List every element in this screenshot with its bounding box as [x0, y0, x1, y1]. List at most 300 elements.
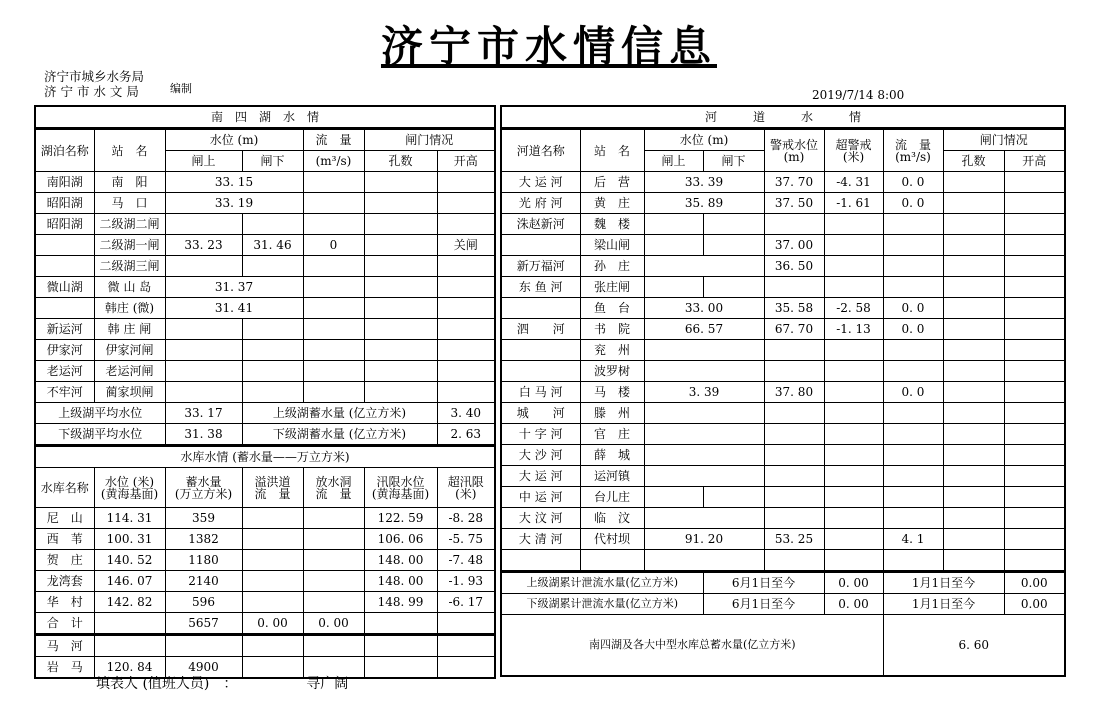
flow [883, 277, 943, 298]
flow: 0. 0 [883, 193, 943, 214]
lake-name: 昭阳湖 [35, 193, 94, 214]
issuer-1: 济宁市城乡水务局 [44, 69, 145, 84]
water-level: 33. 19 [165, 193, 303, 214]
river-name [501, 550, 580, 572]
table-row [501, 382, 1065, 403]
flow [303, 361, 364, 382]
col-lake: 湖泊名称 [35, 129, 94, 172]
res-col-wl-1: 水位 (米) [104, 474, 155, 489]
open [437, 214, 495, 235]
open [1004, 382, 1065, 403]
filler-name: 寻广阔 [306, 676, 349, 692]
wl-down [242, 256, 303, 277]
open [1004, 277, 1065, 298]
wl-down [242, 382, 303, 403]
total-storage-label: 南四湖及各大中型水库总蓄水量(亿立方米) [501, 615, 883, 676]
res-col-spill-2: 流 量 [254, 486, 291, 501]
over-warn: -1. 61 [824, 193, 883, 214]
col-gate: 闸门情况 [364, 129, 495, 151]
wl-up [165, 361, 242, 382]
flow [303, 298, 364, 319]
open [437, 277, 495, 298]
res-over [437, 635, 495, 657]
col-river: 河道名称 [501, 129, 580, 172]
reservoir-name: 岩 马 [35, 657, 94, 679]
res-spill [242, 635, 303, 657]
river-name [501, 340, 580, 361]
col-flow [883, 129, 943, 172]
table-row [501, 214, 1065, 235]
res-col-limit-2: (黄海基面) [371, 486, 430, 501]
station-name: 蔺家坝闸 [94, 382, 165, 403]
holes [943, 235, 1004, 256]
station-name: 后 营 [580, 172, 644, 193]
res-col-over-2: (米) [455, 486, 477, 501]
holes [943, 319, 1004, 340]
res-limit [364, 657, 437, 679]
open [1004, 466, 1065, 487]
river-name: 白 马 河 [501, 382, 580, 403]
open [1004, 550, 1065, 572]
report-date: 2019/7/14 8:00 [812, 88, 905, 102]
river-name: 新万福河 [501, 256, 580, 277]
river-name: 大 运 河 [501, 172, 580, 193]
warn-level: 37. 80 [764, 382, 824, 403]
res-out [303, 529, 364, 550]
res-wl [94, 613, 165, 635]
wl-down [703, 235, 764, 256]
wl-up [165, 382, 242, 403]
over-warn [824, 340, 883, 361]
lake-name: 微山湖 [35, 277, 94, 298]
cum-up-period1: 6月1日至今 [703, 572, 824, 594]
cum-up-label: 上级湖累计泄流水量(亿立方米) [501, 572, 703, 594]
holes [943, 172, 1004, 193]
col-down: 闸下 [242, 151, 303, 172]
lake-name [35, 235, 94, 256]
res-over: -6. 17 [437, 592, 495, 613]
station-name: 魏 楼 [580, 214, 644, 235]
open [1004, 529, 1065, 550]
station-name: 二级湖三闸 [94, 256, 165, 277]
over-warn [824, 487, 883, 508]
res-spill [242, 550, 303, 571]
flow: 0. 0 [883, 298, 943, 319]
flow [883, 403, 943, 424]
over-warn: -1. 13 [824, 319, 883, 340]
res-store: 4900 [165, 657, 242, 679]
holes [364, 235, 437, 256]
over-warn [824, 361, 883, 382]
col-flow-unit: (m³/s) [303, 151, 364, 172]
open [437, 256, 495, 277]
warn-level [764, 424, 824, 445]
col-up: 闸上 [644, 151, 703, 172]
river-name: 洙赵新河 [501, 214, 580, 235]
wl-down [242, 361, 303, 382]
table-row [35, 550, 495, 571]
open [1004, 361, 1065, 382]
water-level: 33. 00 [644, 298, 764, 319]
table-row [35, 106, 495, 129]
table-row [35, 529, 495, 550]
holes [943, 340, 1004, 361]
station-name: 张庄闸 [580, 277, 644, 298]
table-row [35, 193, 495, 214]
res-col-name: 水库名称 [35, 468, 94, 508]
flow [883, 361, 943, 382]
reservoir-name: 合 计 [35, 613, 94, 635]
table-row [501, 193, 1065, 214]
open [1004, 193, 1065, 214]
store-down-label: 下级湖蓄水量 (亿立方米) [242, 424, 437, 446]
lake-section-title: 南 四 湖 水 情 [35, 106, 495, 129]
station-name: 黄 庄 [580, 193, 644, 214]
flow [303, 214, 364, 235]
col-warn-2: (m) [783, 149, 805, 164]
holes [943, 361, 1004, 382]
station-name: 微 山 岛 [94, 277, 165, 298]
col-wl: 水位 (m) [165, 129, 303, 151]
avg-down-label: 下级湖平均水位 [35, 424, 165, 446]
over-warn [824, 277, 883, 298]
table-row [35, 403, 495, 424]
cum-down-value1: 0. 00 [824, 594, 883, 615]
river-name: 大 清 河 [501, 529, 580, 550]
lake-name: 新运河 [35, 319, 94, 340]
warn-level [764, 550, 824, 572]
flow: 0. 0 [883, 382, 943, 403]
col-over-2: (米) [842, 149, 865, 164]
holes [364, 382, 437, 403]
holes [943, 277, 1004, 298]
over-warn [824, 508, 883, 529]
holes [943, 382, 1004, 403]
flow: 0. 0 [883, 172, 943, 193]
store-up: 3. 40 [437, 403, 495, 424]
flow [303, 340, 364, 361]
table-row [501, 129, 1065, 151]
res-spill [242, 592, 303, 613]
table-row [501, 277, 1065, 298]
station-name: 薛 城 [580, 445, 644, 466]
table-row [35, 172, 495, 193]
col-gate: 闸门情况 [943, 129, 1065, 151]
col-holes: 孔数 [364, 151, 437, 172]
water-level: 33. 15 [165, 172, 303, 193]
open [1004, 214, 1065, 235]
wl-down [242, 214, 303, 235]
table-row [35, 468, 495, 508]
res-over [437, 657, 495, 679]
table-row [501, 594, 1065, 615]
flow [883, 235, 943, 256]
station-name: 二级湖一闸 [94, 235, 165, 256]
station-name: 官 庄 [580, 424, 644, 445]
station-name: 二级湖二闸 [94, 214, 165, 235]
over-warn [824, 256, 883, 277]
river-section-title: 河 道 水 情 [501, 106, 1065, 129]
over-warn [824, 445, 883, 466]
col-station: 站 名 [94, 129, 165, 172]
table-row [35, 571, 495, 592]
station-name: 梁山闸 [580, 235, 644, 256]
station-name: 滕 州 [580, 403, 644, 424]
res-col-out-1: 放水洞 [315, 474, 352, 489]
warn-level [764, 361, 824, 382]
table-row [35, 382, 495, 403]
wl-up [165, 256, 242, 277]
res-col-over-1: 超汛限 [447, 474, 484, 489]
res-spill: 0. 00 [242, 613, 303, 635]
open [437, 319, 495, 340]
res-col-store-1: 蓄水量 [185, 474, 222, 489]
flow [883, 466, 943, 487]
res-wl [94, 635, 165, 657]
table-row [35, 214, 495, 235]
table-row [35, 446, 495, 468]
table-row [501, 298, 1065, 319]
flow: 0. 0 [883, 319, 943, 340]
res-out [303, 508, 364, 529]
holes [364, 361, 437, 382]
warn-level: 37. 50 [764, 193, 824, 214]
water-level: 31. 37 [165, 277, 303, 298]
holes [364, 256, 437, 277]
river-name: 大 沙 河 [501, 445, 580, 466]
water-level [644, 256, 764, 277]
holes [943, 403, 1004, 424]
res-limit: 148. 00 [364, 571, 437, 592]
station-name: 南 阳 [94, 172, 165, 193]
wl-up [165, 340, 242, 361]
avg-up-label: 上级湖平均水位 [35, 403, 165, 424]
res-spill [242, 571, 303, 592]
table-row [35, 361, 495, 382]
wl-up [644, 487, 703, 508]
table-row [501, 361, 1065, 382]
reservoir-name: 龙湾套 [35, 571, 94, 592]
river-name: 光 府 河 [501, 193, 580, 214]
wl-up [644, 235, 703, 256]
table-row [35, 277, 495, 298]
lake-name: 老运河 [35, 361, 94, 382]
res-wl: 142. 82 [94, 592, 165, 613]
river-name: 东 鱼 河 [501, 277, 580, 298]
holes [943, 424, 1004, 445]
flow: 4. 1 [883, 529, 943, 550]
holes [943, 214, 1004, 235]
table-row [35, 635, 495, 657]
holes [364, 340, 437, 361]
station-name: 韩庄 (微) [94, 298, 165, 319]
res-col-out [303, 468, 364, 508]
water-level: 91. 20 [644, 529, 764, 550]
station-name [580, 550, 644, 572]
holes [943, 466, 1004, 487]
table-row [35, 298, 495, 319]
over-warn [824, 403, 883, 424]
cum-down-period2: 1月1日至今 [883, 594, 1004, 615]
res-limit: 122. 59 [364, 508, 437, 529]
over-warn [824, 424, 883, 445]
river-name: 城 河 [501, 403, 580, 424]
table-row [501, 487, 1065, 508]
warn-level [764, 340, 824, 361]
station-name: 代村坝 [580, 529, 644, 550]
col-warn-1: 警戒水位 [769, 137, 818, 152]
holes [364, 319, 437, 340]
res-col-over [437, 468, 495, 508]
open [1004, 319, 1065, 340]
res-out [303, 550, 364, 571]
over-warn [824, 466, 883, 487]
warn-level: 67. 70 [764, 319, 824, 340]
water-level [644, 340, 764, 361]
holes [943, 529, 1004, 550]
wl-up [165, 214, 242, 235]
river-name: 中 运 河 [501, 487, 580, 508]
table-row [501, 235, 1065, 256]
table-row [501, 256, 1065, 277]
table-row [501, 319, 1065, 340]
table-row [501, 172, 1065, 193]
res-col-wl [94, 468, 165, 508]
lake-name [35, 256, 94, 277]
col-flow-2: (m³/s) [895, 149, 931, 164]
warn-level: 35. 58 [764, 298, 824, 319]
flow [883, 214, 943, 235]
cum-down-label: 下级湖累计泄流水量(亿立方米) [501, 594, 703, 615]
flow [883, 424, 943, 445]
flow [883, 256, 943, 277]
open [1004, 256, 1065, 277]
page-title: 济宁市水情信息 [380, 22, 717, 71]
res-limit [364, 613, 437, 635]
reservoir-name: 西 苇 [35, 529, 94, 550]
open [1004, 508, 1065, 529]
open [437, 340, 495, 361]
res-limit: 106. 06 [364, 529, 437, 550]
res-spill [242, 508, 303, 529]
holes [943, 298, 1004, 319]
res-col-limit-1: 汛限水位 [376, 474, 425, 489]
river-name: 泗 河 [501, 319, 580, 340]
res-store [165, 635, 242, 657]
wl-down [242, 319, 303, 340]
res-col-spill [242, 468, 303, 508]
compiled-label: 编制 [170, 82, 192, 95]
filler-label: 填表人 (值班人员) ： [96, 676, 238, 692]
river-name [501, 361, 580, 382]
res-over: -5. 75 [437, 529, 495, 550]
holes [364, 193, 437, 214]
river-name: 大 汶 河 [501, 508, 580, 529]
open [1004, 172, 1065, 193]
res-limit: 148. 00 [364, 550, 437, 571]
holes [943, 256, 1004, 277]
open [1004, 487, 1065, 508]
lake-name: 南阳湖 [35, 172, 94, 193]
res-limit [364, 635, 437, 657]
station-name: 兖 州 [580, 340, 644, 361]
table-row [501, 466, 1065, 487]
warn-level: 37. 00 [764, 235, 824, 256]
flow [883, 445, 943, 466]
res-col-store [165, 468, 242, 508]
over-warn [824, 382, 883, 403]
warn-level [764, 214, 824, 235]
station-name: 临 汶 [580, 508, 644, 529]
over-warn [824, 235, 883, 256]
reservoir-name: 尼 山 [35, 508, 94, 529]
res-store: 1382 [165, 529, 242, 550]
water-level: 31. 41 [165, 298, 303, 319]
table-row [35, 129, 495, 151]
col-over-1: 超警戒 [835, 137, 872, 152]
res-col-limit [364, 468, 437, 508]
col-holes: 孔数 [943, 151, 1004, 172]
store-up-label: 上级湖蓄水量 (亿立方米) [242, 403, 437, 424]
table-row [501, 615, 1065, 676]
river-table [500, 105, 1066, 677]
table-row [35, 319, 495, 340]
res-over: -8. 28 [437, 508, 495, 529]
table-row [35, 508, 495, 529]
avg-up: 33. 17 [165, 403, 242, 424]
col-warn [764, 129, 824, 172]
reservoir-section-title: 水库水情 (蓄水量——万立方米) [35, 446, 495, 468]
res-store: 359 [165, 508, 242, 529]
res-over [437, 613, 495, 635]
warn-level [764, 445, 824, 466]
over-warn [824, 214, 883, 235]
wl-up [165, 319, 242, 340]
flow [303, 319, 364, 340]
flow [883, 340, 943, 361]
lake-name: 不牢河 [35, 382, 94, 403]
over-warn [824, 550, 883, 572]
flow [883, 550, 943, 572]
flow [303, 382, 364, 403]
res-limit: 148. 99 [364, 592, 437, 613]
flow [303, 277, 364, 298]
res-out: 0. 00 [303, 613, 364, 635]
table-row [501, 550, 1065, 572]
res-out [303, 571, 364, 592]
table-row [501, 424, 1065, 445]
open [437, 382, 495, 403]
res-spill [242, 529, 303, 550]
warn-level [764, 403, 824, 424]
holes [364, 277, 437, 298]
table-row [501, 529, 1065, 550]
open [437, 298, 495, 319]
holes [364, 214, 437, 235]
table-row [35, 424, 495, 446]
table-row [35, 340, 495, 361]
over-warn [824, 529, 883, 550]
water-level [644, 361, 764, 382]
wl-down [703, 214, 764, 235]
avg-down: 31. 38 [165, 424, 242, 446]
table-row [501, 106, 1065, 129]
cum-down-period1: 6月1日至今 [703, 594, 824, 615]
filler [96, 673, 348, 693]
table-row [35, 613, 495, 635]
cum-up-value2: 0.00 [1004, 572, 1065, 594]
station-name: 老运河闸 [94, 361, 165, 382]
